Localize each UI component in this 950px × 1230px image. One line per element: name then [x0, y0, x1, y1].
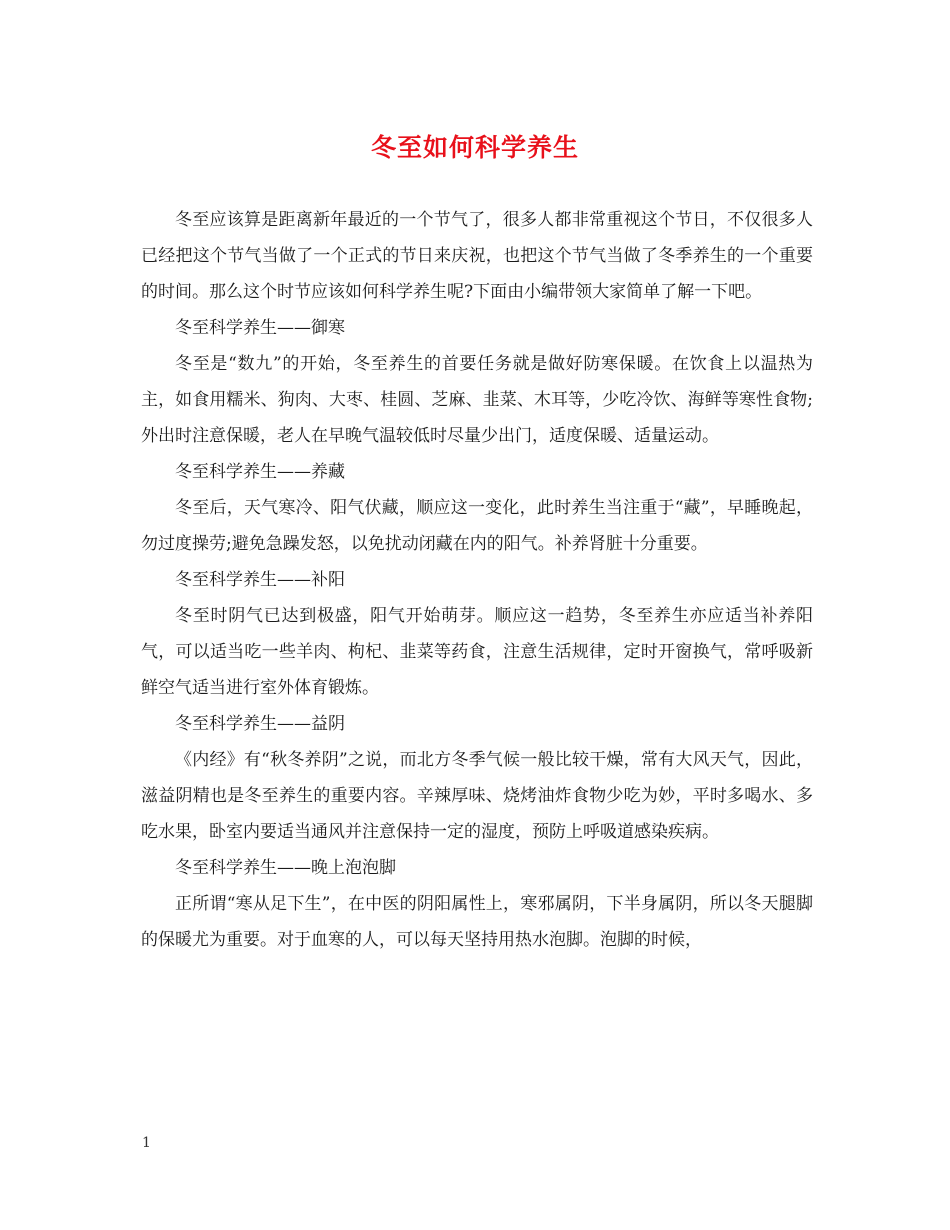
section-heading-yiyin: 冬至科学养生——益阴 [175, 714, 345, 734]
section-paragraph-yiyin: 《内经》有“秋冬养阴”之说，而北方冬季气候一般比较干燥，常有大风天气，因此，滋益阴精也是冬至养生的重要内容。辛辣厚味、烧烤油炸食物少吃为妙，平时多喝水、多吃水果，卧室内要适当通风并注意保持一定的湿度，预防上呼吸道感染疾病。 [141, 750, 813, 842]
section-paragraph-paojiao: 正所谓“寒从足下生”，在中医的阴阳属性上，寒邪属阴，下半身属阴，所以冬天腿脚的保暖尤为重要。对于血寒的人，可以每天坚持用热水泡脚。泡脚的时候， [141, 894, 813, 950]
section-heading-yuhan: 冬至科学养生——御寒 [175, 318, 345, 338]
document-body [141, 202, 813, 958]
page-number: 1 [142, 1135, 151, 1151]
section-paragraph-yangcang: 冬至后，天气寒冷、阳气伏藏，顺应这一变化，此时养生当注重于“藏”，早睡晚起，勿过度操劳;避免急躁发怒，以免扰动闭藏在内的阳气。补养肾脏十分重要。 [141, 498, 813, 554]
document-title: 冬至如何科学养生 [370, 133, 579, 162]
section-paragraph-yuhan: 冬至是“数九”的开始，冬至养生的首要任务就是做好防寒保暖。在饮食上以温热为主，如食用糯米、狗肉、大枣、桂圆、芝麻、韭菜、木耳等，少吃冷饮、海鲜等寒性食物;外出时注意保暖，老人在早晚气温较低时尽量少出门，适度保暖、适量运动。 [141, 354, 813, 446]
section-heading-paojiao: 冬至科学养生——晚上泡泡脚 [175, 858, 396, 878]
section-heading-buyang: 冬至科学养生——补阳 [175, 570, 345, 590]
section-paragraph-buyang: 冬至时阴气已达到极盛，阳气开始萌芽。顺应这一趋势，冬至养生亦应适当补养阳气，可以适当吃一些羊肉、枸杞、韭菜等药食，注意生活规律，定时开窗换气，常呼吸新鲜空气适当进行室外体育锻炼。 [141, 606, 813, 698]
intro-paragraph: 冬至应该算是距离新年最近的一个节气了，很多人都非常重视这个节日，不仅很多人已经把这个节气当做了一个正式的节日来庆祝，也把这个节气当做了冬季养生的一个重要的时间。那么这个时节应该如何科学养生呢?下面由小编带领大家简单了解一下吧。 [141, 210, 813, 302]
section-heading-yangcang: 冬至科学养生——养藏 [175, 462, 345, 482]
